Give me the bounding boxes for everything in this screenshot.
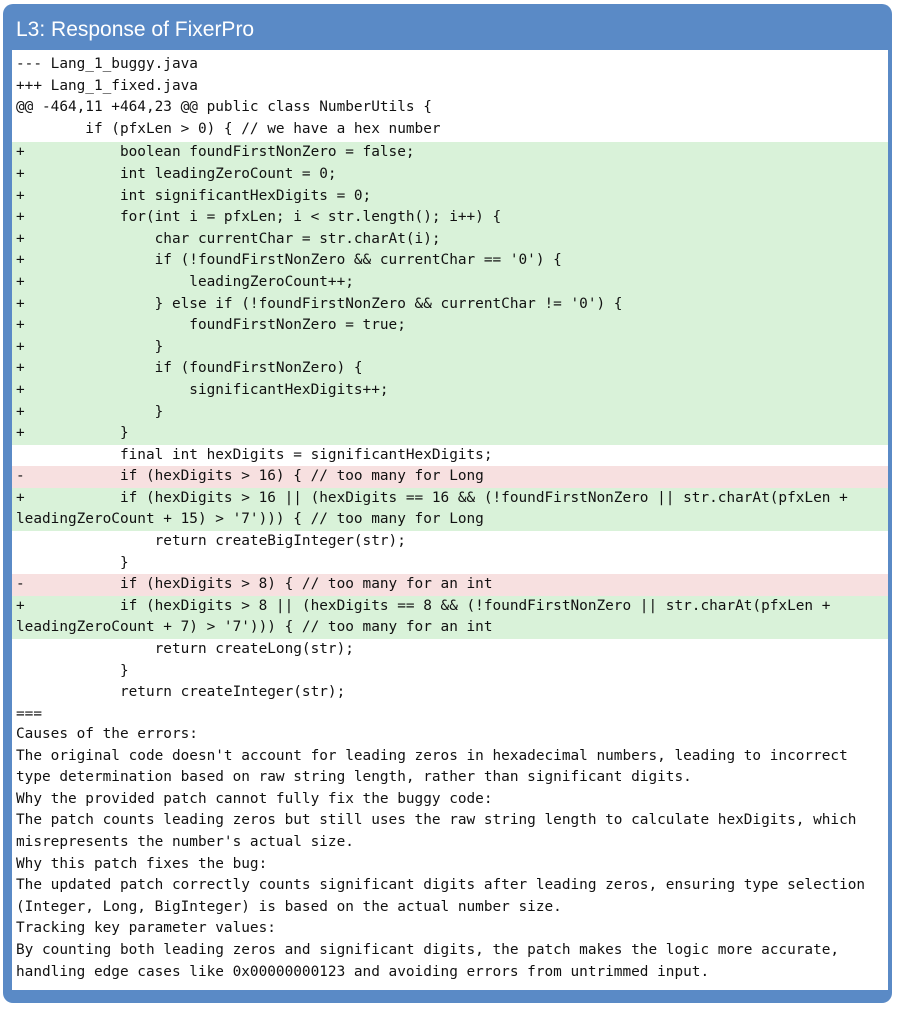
explanation-line: misrepresents the number's actual size.: [16, 833, 354, 850]
explanation-heading: Tracking key parameter values:: [16, 920, 276, 937]
diff-line: +++ Lang_1_fixed.java: [16, 77, 198, 94]
response-content: [12, 50, 888, 990]
diff-line-added: + boolean foundFirstNonZero = false;: [12, 142, 888, 164]
diff-line-added: leadingZeroCount + 15) > '7'))) { // too many for Long: [12, 509, 888, 531]
explanation-heading: Why this patch fixes the bug:: [16, 855, 268, 872]
explanation-heading: Causes of the errors:: [16, 726, 198, 742]
diff-line: return createInteger(str);: [16, 684, 346, 701]
diff-line-added: + } else if (!foundFirstNonZero && currentChar != '0') {: [12, 294, 888, 316]
diff-line-added: leadingZeroCount + 7) > '7'))) { // too many for an int: [12, 617, 888, 639]
card-title: L3: Response of FixerPro: [16, 18, 255, 41]
diff-line: final int hexDigits = significantHexDigits;: [16, 446, 493, 463]
diff-line-removed: - if (hexDigits > 8) { // too many for an int: [12, 574, 888, 596]
diff-line: return createLong(str);: [16, 641, 354, 658]
explanation-line: The patch counts leading zeros but still uses the raw string length to calculate hexDigits, which: [16, 812, 857, 829]
diff-line-added: + }: [12, 402, 888, 424]
explanation-heading: Why the provided patch cannot fully fix the buggy code:: [16, 790, 493, 807]
explanation-line: The updated patch correctly counts significant digits after leading zeros, ensuring type selection: [16, 877, 866, 894]
explanation-line: (Integer, Long, BigInteger) is based on the actual number size.: [16, 898, 562, 915]
diff-line-added: + }: [12, 337, 888, 359]
diff-line-removed: - if (hexDigits > 16) { // too many for Long: [12, 466, 888, 488]
diff-line-added: + if (hexDigits > 8 || (hexDigits == 8 && (!foundFirstNonZero || str.charAt(pfxLen +: [12, 596, 888, 618]
code-diff: [12, 54, 888, 725]
diff-line-added: + if (!foundFirstNonZero && currentChar == '0') {: [12, 250, 888, 272]
diff-line-added: + if (foundFirstNonZero) {: [12, 358, 888, 380]
explanation-line: type determination based on raw string length, rather than significant digits.: [16, 769, 692, 786]
response-card: [3, 4, 892, 1003]
diff-line-added: + if (hexDigits > 16 || (hexDigits == 16 && (!foundFirstNonZero || str.charAt(pfxLen +: [12, 488, 888, 510]
diff-line: return createBigInteger(str);: [16, 533, 406, 550]
diff-line-added: + leadingZeroCount++;: [12, 272, 888, 294]
diff-line-added: + char currentChar = str.charAt(i);: [12, 229, 888, 251]
diff-line: }: [16, 554, 129, 571]
diff-line: }: [16, 662, 129, 679]
diff-line-added: + significantHexDigits++;: [12, 380, 888, 402]
diff-line-added: + int leadingZeroCount = 0;: [12, 164, 888, 186]
explanation: [12, 724, 888, 983]
diff-line-added: + for(int i = pfxLen; i < str.length(); i++) {: [12, 207, 888, 229]
diff-line-added: + foundFirstNonZero = true;: [12, 315, 888, 337]
diff-line: @@ -464,11 +464,23 @@ public class NumberUtils {: [16, 99, 432, 116]
diff-line: if (pfxLen > 0) { // we have a hex number: [16, 120, 441, 137]
diff-line-added: + }: [12, 423, 888, 445]
diff-line-added: + int significantHexDigits = 0;: [12, 186, 888, 208]
explanation-line: handling edge cases like 0x00000000123 and avoiding errors from untrimmed input.: [16, 963, 710, 980]
diff-line: --- Lang_1_buggy.java: [16, 56, 198, 72]
diff-separator: ===: [16, 705, 42, 722]
explanation-line: By counting both leading zeros and significant digits, the patch makes the logic more accurate,: [16, 941, 840, 958]
explanation-line: The original code doesn't account for leading zeros in hexadecimal numbers, leading to incorrect: [16, 747, 848, 764]
